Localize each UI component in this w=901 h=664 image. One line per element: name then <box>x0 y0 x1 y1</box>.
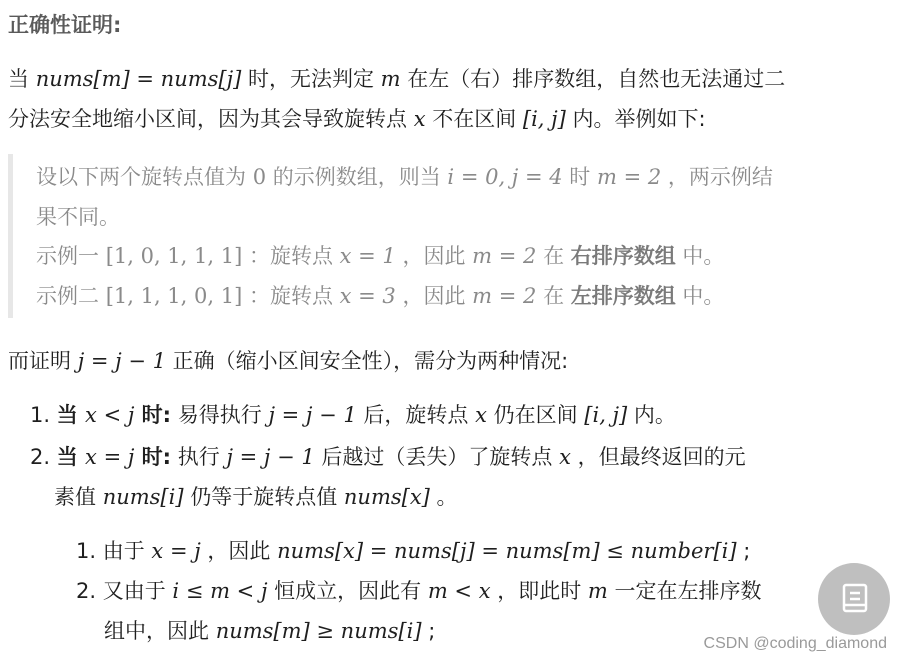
floating-doc-button[interactable] <box>818 563 890 635</box>
paragraph-2: 而证明 j = j − 1 正确（缩小区间安全性），需分为两种情况: <box>8 349 569 373</box>
quote-example-1: 示例一 [1, 0, 1, 1, 1] ：旋转点 x = 1 ，因此 m = 2 在 右排序数组 中。 <box>36 244 725 268</box>
section-heading: 正确性证明: <box>8 13 122 37</box>
quote-example-2: 示例二 [1, 1, 1, 0, 1] ：旋转点 x = 3 ，因此 m = 2 在 左排序数组 中。 <box>36 284 725 308</box>
list-item-continuation: 素值 nums[i] 仍等于旋转点值 nums[x] 。 <box>54 485 458 509</box>
sublist-item: 2. 又由于 i ≤ m < j 恒成立，因此有 m < x ，即此时 m 一定在左排序数 <box>76 579 762 603</box>
quote-line-2: 果不同。 <box>36 205 120 229</box>
quote-line-1: 设以下两个旋转点值为 0 的示例数组，则当 i = 0, j = 4 时 m = 2 ，两示例结 <box>36 165 773 189</box>
list-item: 1. 当 x < j 时: 易得执行 j = j − 1 后，旋转点 x 仍在区间 [i, j] 内。 <box>30 403 676 427</box>
blockquote-bar <box>8 154 13 318</box>
sublist-item-continuation: 组中，因此 nums[m] ≥ nums[i] ; <box>104 619 436 643</box>
paragraph-1-line-1: 当 nums[m] = nums[j] 时，无法判定 m 在左（右）排序数组，自然也无法通过二 <box>8 67 786 91</box>
list-item: 2. 当 x = j 时: 执行 j = j − 1 后越过（丢失）了旋转点 x ，但最终返回的元 <box>30 445 746 469</box>
paragraph-1-line-2: 分法安全地缩小区间，因为其会导致旋转点 x 不在区间 [i, j] 内。举例如下: <box>8 107 706 131</box>
csdn-watermark: CSDN @coding_diamond <box>703 635 887 652</box>
document-icon <box>842 583 868 613</box>
sublist-item: 1. 由于 x = j ，因此 nums[x] = nums[j] = nums[m] ≤ number[i] ; <box>76 539 751 563</box>
